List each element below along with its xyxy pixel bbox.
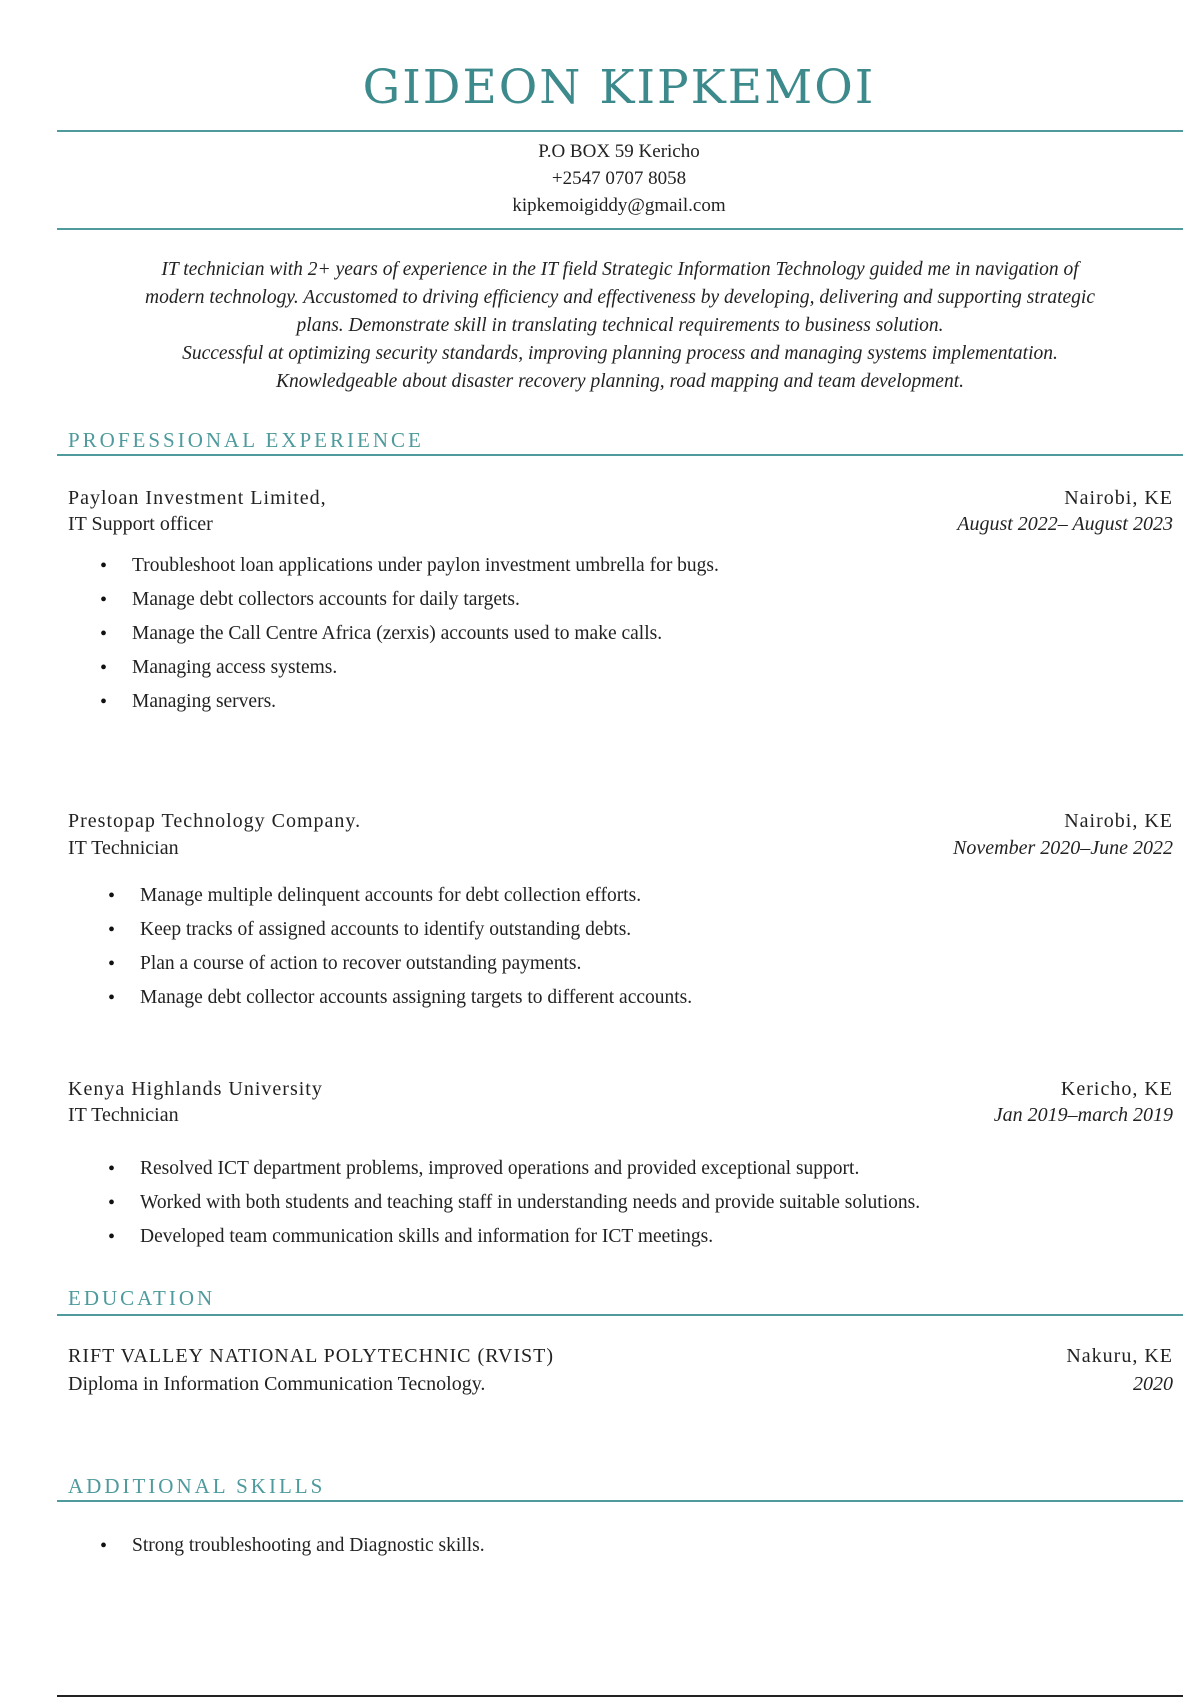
education-header bbox=[68, 1345, 1173, 1371]
job-2-role: IT Technician bbox=[68, 837, 179, 859]
skills-bullets bbox=[100, 1532, 485, 1566]
summary-line: Successful at optimizing security standards, improving planning process and managing systems implementation. bbox=[182, 343, 1058, 364]
job-3-company: Kenya Highlands University bbox=[68, 1078, 323, 1100]
job-1-dates: August 2022– August 2023 bbox=[957, 513, 1173, 535]
job-1-location: Nairobi, KE bbox=[1064, 487, 1173, 509]
job-2-subheader bbox=[68, 837, 1173, 863]
job-3-header bbox=[68, 1078, 1173, 1104]
list-item: • Manage debt collectors accounts for daily targets. bbox=[100, 586, 719, 620]
list-item: • Worked with both students and teaching staff in understanding needs and provide suitable solutions. bbox=[108, 1189, 920, 1223]
list-item: • Manage the Call Centre Africa (zerxis) accounts used to make calls. bbox=[100, 620, 719, 654]
education-year: 2020 bbox=[1133, 1373, 1173, 1395]
job-2-header bbox=[68, 810, 1173, 836]
job-3-dates: Jan 2019–march 2019 bbox=[993, 1104, 1173, 1126]
section-title-skills: ADDITIONAL SKILLS bbox=[68, 1474, 326, 1498]
job-1-company: Payloan Investment Limited, bbox=[68, 487, 327, 509]
job-1-bullets bbox=[100, 552, 719, 722]
education-degree: Diploma in Information Communication Tecnology. bbox=[68, 1373, 486, 1395]
education-location: Nakuru, KE bbox=[1066, 1345, 1173, 1367]
education-school: RIFT VALLEY NATIONAL POLYTECHNIC (RVIST) bbox=[68, 1345, 555, 1367]
job-2-location: Nairobi, KE bbox=[1064, 810, 1173, 832]
summary-line: Knowledgeable about disaster recovery planning, road mapping and team development. bbox=[276, 371, 964, 392]
job-3-role: IT Technician bbox=[68, 1104, 179, 1126]
skills-rule bbox=[57, 1500, 1183, 1502]
list-item: • Plan a course of action to recover outstanding payments. bbox=[108, 950, 692, 984]
job-2-dates: November 2020–June 2022 bbox=[953, 837, 1173, 859]
job-1-role: IT Support officer bbox=[68, 513, 213, 535]
section-title-education: EDUCATION bbox=[68, 1286, 216, 1310]
professional-summary bbox=[70, 256, 1170, 396]
job-3-bullets bbox=[108, 1155, 920, 1257]
list-item: • Manage debt collector accounts assigning targets to different accounts. bbox=[108, 984, 692, 1018]
contact-address: P.O BOX 59 Kericho bbox=[538, 141, 700, 162]
footer-rule bbox=[57, 1695, 1183, 1697]
list-item: • Developed team communication skills and information for ICT meetings. bbox=[108, 1223, 920, 1257]
list-item: • Resolved ICT department problems, improved operations and provided exceptional support. bbox=[108, 1155, 920, 1189]
experience-rule bbox=[57, 454, 1183, 456]
summary-line: modern technology. Accustomed to driving efficiency and effectiveness by developing, delivering and supporting strategic bbox=[144, 287, 1096, 308]
job-1-header bbox=[68, 487, 1173, 513]
contact-email[interactable]: kipkemoigiddy@gmail.com bbox=[512, 195, 726, 216]
job-2-bullets bbox=[108, 882, 692, 1018]
list-item: • Strong troubleshooting and Diagnostic skills. bbox=[100, 1532, 485, 1566]
list-item: • Managing access systems. bbox=[100, 654, 719, 688]
job-2-company: Prestopap Technology Company. bbox=[68, 810, 362, 832]
job-1-subheader bbox=[68, 513, 1173, 539]
candidate-name: GIDEON KIPKEMOI bbox=[362, 60, 876, 115]
header-top-rule bbox=[57, 130, 1183, 132]
job-3-subheader bbox=[68, 1104, 1173, 1130]
summary-line: plans. Demonstrate skill in translating technical requirements to business solution. bbox=[296, 315, 944, 336]
education-rule bbox=[57, 1314, 1183, 1316]
section-title-experience: PROFESSIONAL EXPERIENCE bbox=[68, 428, 424, 452]
contact-block bbox=[0, 138, 1200, 219]
contact-phone: +2547 0707 8058 bbox=[551, 168, 687, 189]
list-item: • Troubleshoot loan applications under paylon investment umbrella for bugs. bbox=[100, 552, 719, 586]
list-item: • Keep tracks of assigned accounts to identify outstanding debts. bbox=[108, 916, 692, 950]
summary-line: IT technician with 2+ years of experience in the IT field Strategic Information Technology guided me in navigation of bbox=[161, 259, 1079, 280]
education-subheader bbox=[68, 1373, 1173, 1399]
list-item: • Manage multiple delinquent accounts for debt collection efforts. bbox=[108, 882, 692, 916]
list-item: • Managing servers. bbox=[100, 688, 719, 722]
job-3-location: Kericho, KE bbox=[1060, 1078, 1173, 1100]
header-bottom-rule bbox=[57, 228, 1183, 230]
